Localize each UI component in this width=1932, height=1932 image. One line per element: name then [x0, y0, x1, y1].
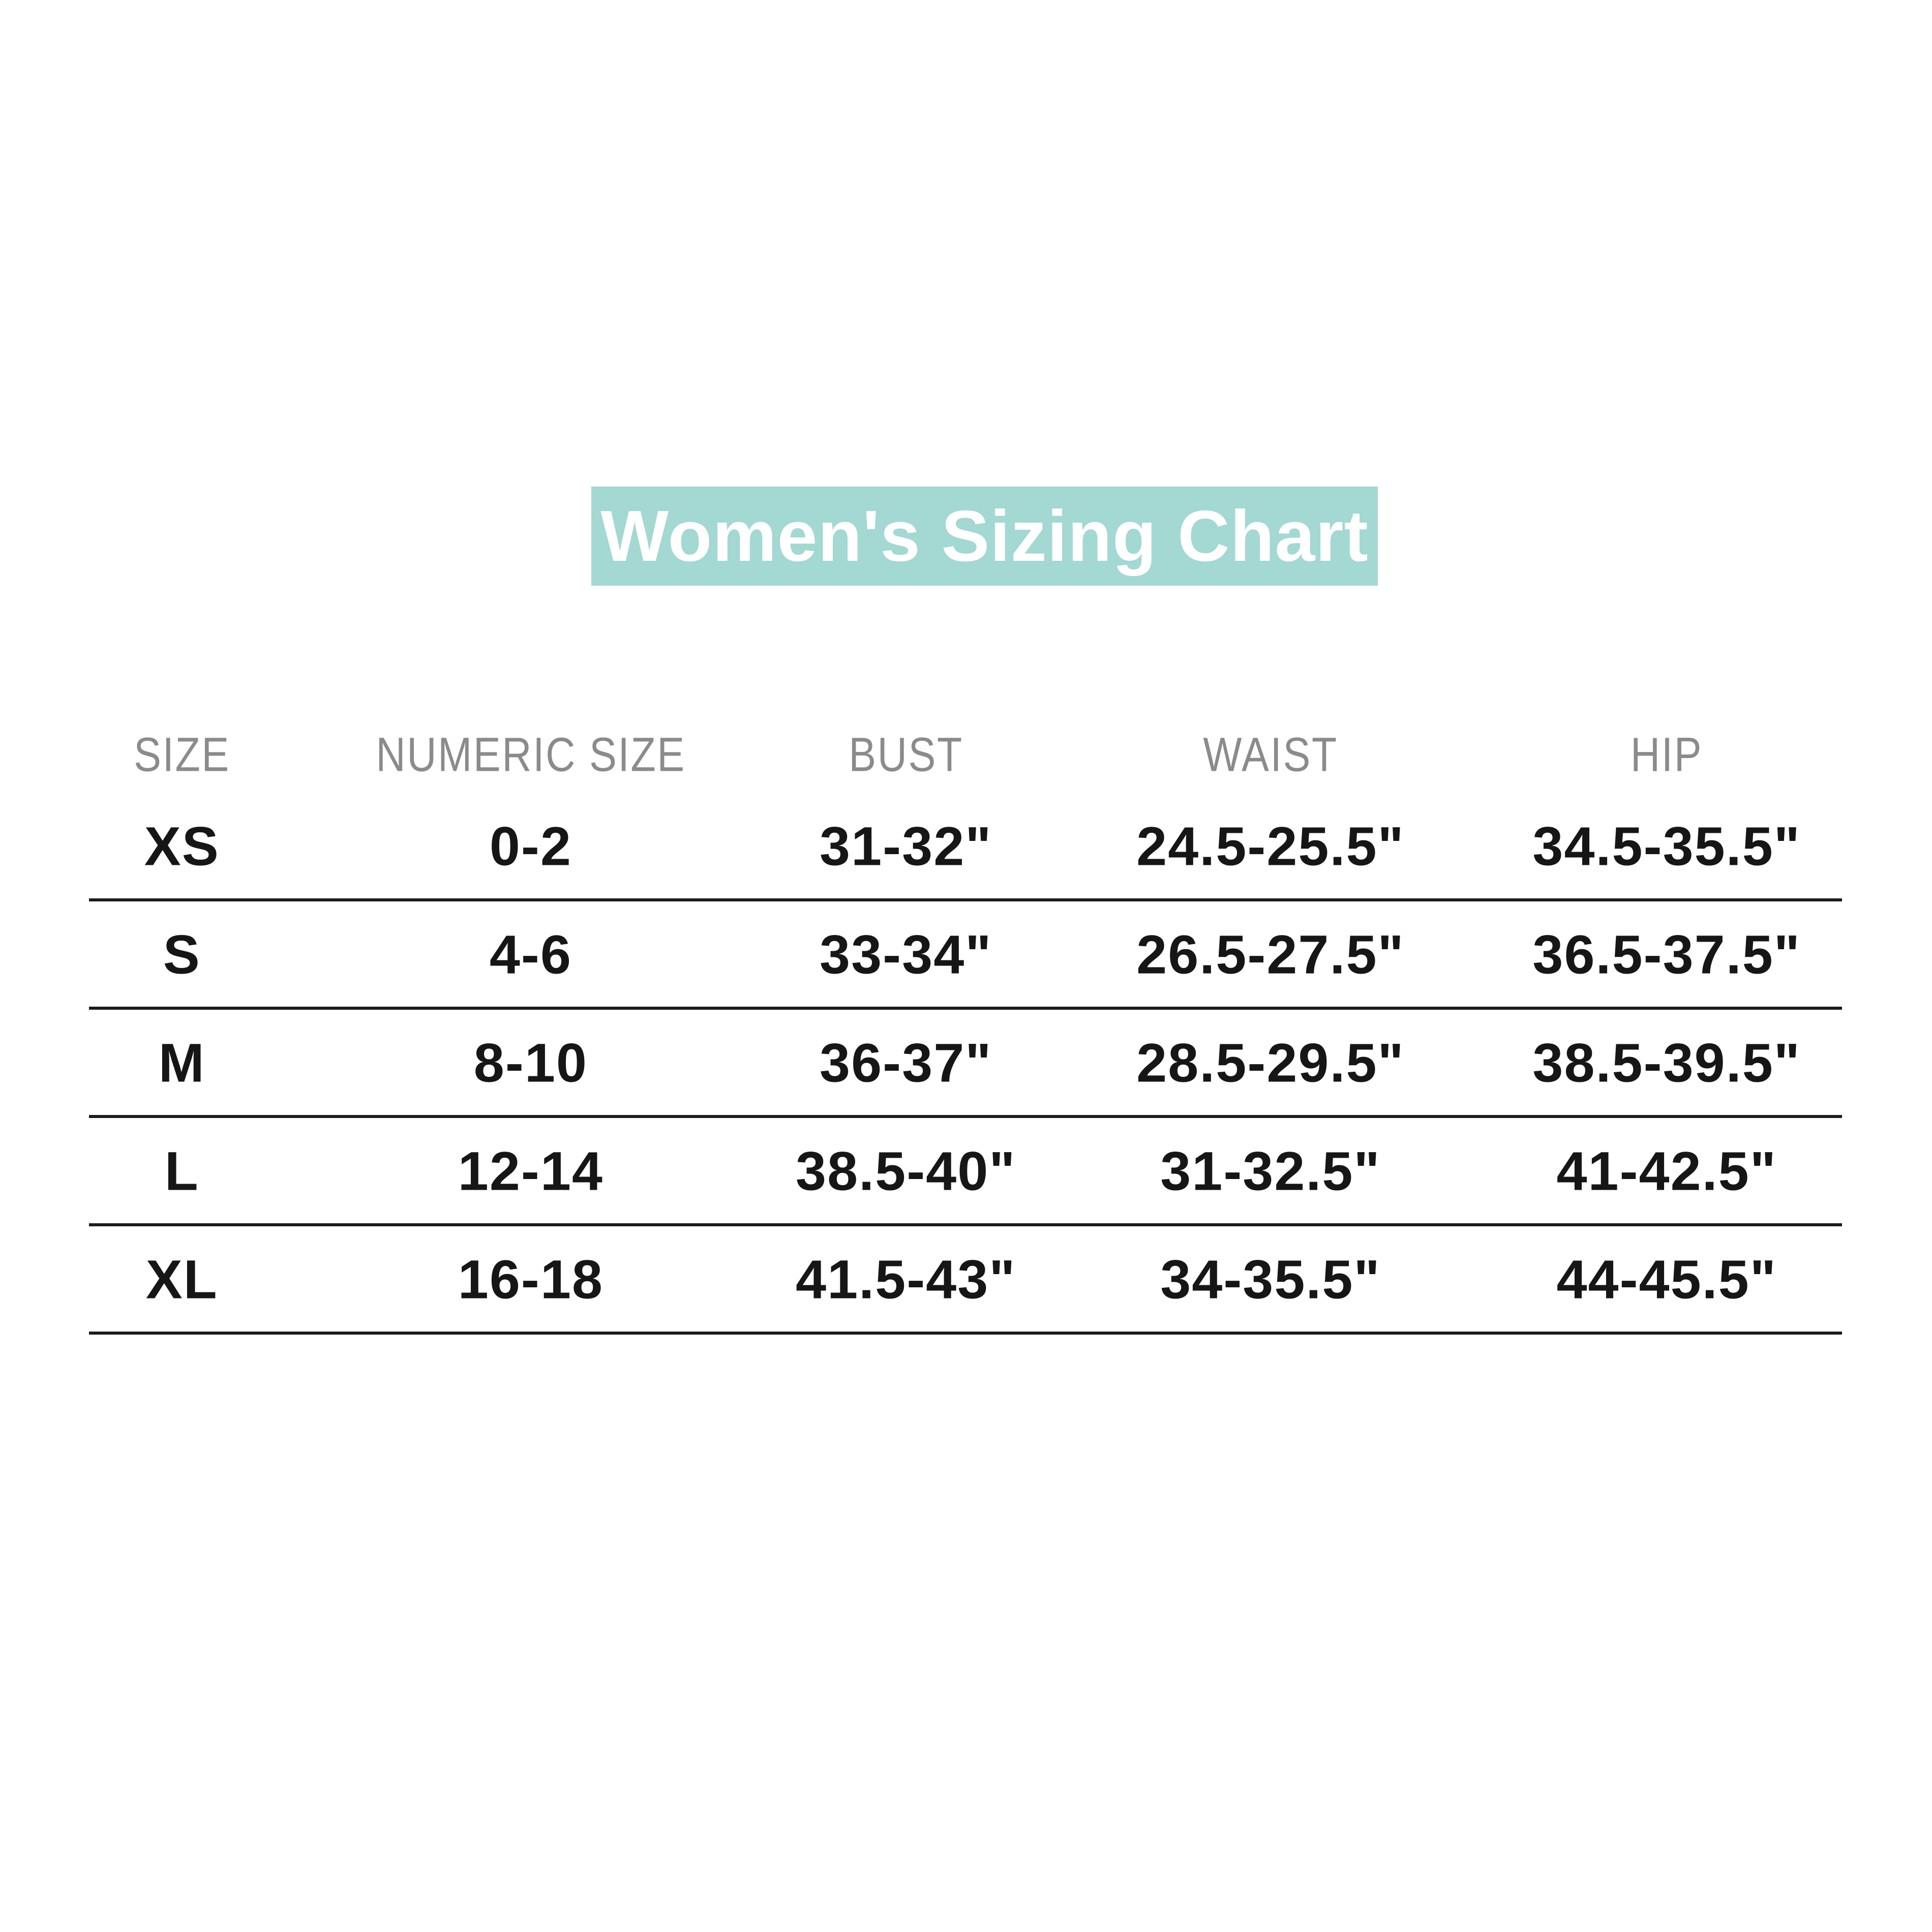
cell-numeric-size: 0-2 — [489, 815, 572, 877]
header-cell-numeric-size: NUMERIC SIZE — [376, 728, 686, 782]
cell-numeric-size: 16-18 — [458, 1248, 604, 1310]
table-row-m — [89, 1010, 1842, 1118]
cell-waist: 34-35.5" — [1160, 1248, 1381, 1310]
header-cell-size: SIZE — [133, 728, 230, 782]
cell-bust: 41.5-43" — [796, 1248, 1016, 1310]
cell-size: L — [164, 1140, 199, 1201]
table-header-row — [89, 717, 1842, 793]
cell-hip: 34.5-35.5" — [1532, 815, 1801, 877]
cell-numeric-size: 8-10 — [473, 1032, 588, 1093]
table-row-xs — [89, 793, 1842, 901]
header-cell-hip: HIP — [1631, 728, 1703, 782]
cell-size: M — [158, 1032, 205, 1093]
cell-hip: 41-42.5" — [1556, 1140, 1777, 1201]
cell-hip: 36.5-37.5" — [1532, 923, 1801, 985]
cell-waist: 26.5-27.5" — [1136, 923, 1405, 985]
header-cell-bust: BUST — [848, 728, 963, 782]
cell-bust: 38.5-40" — [796, 1140, 1016, 1201]
sizing-table — [89, 717, 1842, 1335]
cell-numeric-size: 12-14 — [458, 1140, 604, 1201]
cell-numeric-size: 4-6 — [489, 923, 572, 985]
table-row-xl — [89, 1226, 1842, 1335]
title-banner — [591, 487, 1378, 586]
cell-hip: 38.5-39.5" — [1532, 1032, 1801, 1093]
cell-size: XS — [144, 815, 220, 877]
table-row-l — [89, 1118, 1842, 1226]
cell-bust: 31-32" — [820, 815, 992, 877]
cell-waist: 24.5-25.5" — [1136, 815, 1405, 877]
cell-bust: 36-37" — [820, 1032, 992, 1093]
cell-hip: 44-45.5" — [1556, 1248, 1777, 1310]
header-cell-waist: WAIST — [1203, 728, 1338, 782]
cell-waist: 28.5-29.5" — [1136, 1032, 1405, 1093]
cell-size: XL — [145, 1248, 218, 1310]
cell-bust: 33-34" — [820, 923, 992, 985]
table-row-s — [89, 901, 1842, 1010]
cell-size: S — [163, 923, 201, 985]
cell-waist: 31-32.5" — [1160, 1140, 1381, 1201]
page-title: Women's Sizing Chart — [600, 495, 1369, 577]
